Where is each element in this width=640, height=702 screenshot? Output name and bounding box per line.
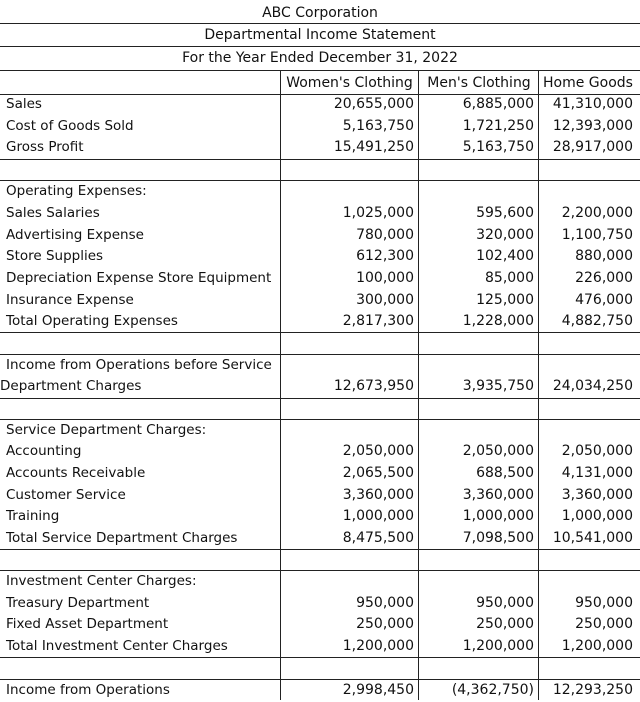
value-womens: 2,050,000 [342,443,414,459]
table-row [0,290,640,312]
row-label: Training [6,508,60,524]
value-home: 880,000 [575,248,633,264]
column-header-home: Home Goods [543,75,633,91]
value-womens: 12,673,950 [333,378,414,394]
column-header-womens: Women's Clothing [286,75,413,91]
service-heading-row [0,420,640,442]
row-label: Depreciation Expense Store Equipment [6,270,272,286]
value-home: 476,000 [575,292,633,308]
value-womens: 1,025,000 [342,205,414,221]
value-mens: 7,098,500 [462,530,534,546]
value-mens: 3,935,750 [462,378,534,394]
value-home: 3,360,000 [561,487,633,503]
total-operating-row [0,311,640,333]
row-label: Cost of Goods Sold [6,118,134,134]
value-womens: 3,360,000 [342,487,414,503]
row-label: Store Supplies [6,248,104,264]
table-row [0,614,640,636]
row-label: Fixed Asset Department [6,616,169,632]
value-womens: 300,000 [356,292,414,308]
rule [0,46,640,47]
table-row [0,441,640,463]
value-home: 2,050,000 [561,443,633,459]
row-label: Total Investment Center Charges [6,638,228,654]
value-home: 2,200,000 [561,205,633,221]
value-womens: 950,000 [356,595,414,611]
company-name: ABC Corporation [262,5,378,21]
value-home: 10,541,000 [552,530,633,546]
value-mens: (4,362,750) [451,682,534,698]
value-womens: 250,000 [356,616,414,632]
table-row [0,203,640,225]
cogs-row [0,116,640,138]
row-label: Sales [6,96,42,112]
rule [0,398,640,399]
gross-profit-row [0,137,640,159]
value-mens: 1,721,250 [462,118,534,134]
value-womens: 20,655,000 [333,96,414,112]
value-home: 4,882,750 [561,313,633,329]
value-womens: 1,200,000 [342,638,414,654]
table-row [0,268,640,290]
table-row [0,506,640,528]
income-from-operations-row [0,680,640,702]
value-home: 1,000,000 [561,508,633,524]
value-home: 28,917,000 [552,139,633,155]
value-mens: 595,600 [476,205,534,221]
value-womens: 2,998,450 [342,682,414,698]
rule [0,23,640,24]
table-row [0,485,640,507]
value-mens: 688,500 [476,465,534,481]
value-womens: 15,491,250 [333,139,414,155]
table-row [0,246,640,268]
table-row [0,225,640,247]
value-mens: 1,200,000 [462,638,534,654]
table-row [0,463,640,485]
value-womens: 8,475,500 [342,530,414,546]
total-service-row [0,528,640,550]
statement-period: For the Year Ended December 31, 2022 [182,50,458,66]
value-womens: 2,065,500 [342,465,414,481]
total-investment-row [0,636,640,658]
value-mens: 3,360,000 [462,487,534,503]
value-home: 41,310,000 [552,96,633,112]
row-label: Advertising Expense [6,227,144,243]
value-mens: 250,000 [476,616,534,632]
value-womens: 612,300 [356,248,414,264]
value-home: 1,200,000 [561,638,633,654]
row-label: Income from Operations before Service [6,357,272,373]
row-label: Treasury Department [6,595,150,611]
investment-heading-row [0,571,640,593]
row-label: Accounting [6,443,82,459]
row-label: Income from Operations [6,682,170,698]
value-home: 250,000 [575,616,633,632]
value-mens: 125,000 [476,292,534,308]
value-mens: 950,000 [476,595,534,611]
row-label: Gross Profit [6,139,84,155]
value-womens: 780,000 [356,227,414,243]
value-home: 12,293,250 [552,682,633,698]
row-label: Insurance Expense [6,292,134,308]
value-womens: 2,817,300 [342,313,414,329]
value-mens: 320,000 [476,227,534,243]
value-home: 1,100,750 [561,227,633,243]
section-heading: Service Department Charges: [6,422,207,438]
value-mens: 1,000,000 [462,508,534,524]
value-mens: 85,000 [485,270,534,286]
value-mens: 2,050,000 [462,443,534,459]
value-home: 24,034,250 [552,378,633,394]
rule [0,70,640,71]
value-mens: 5,163,750 [462,139,534,155]
value-womens: 1,000,000 [342,508,414,524]
row-label: Total Service Department Charges [6,530,238,546]
value-home: 950,000 [575,595,633,611]
operating-heading-row [0,181,640,203]
value-mens: 102,400 [476,248,534,264]
row-label: Customer Service [6,487,126,503]
value-womens: 5,163,750 [342,118,414,134]
income-before-label-row [0,355,640,377]
value-womens: 100,000 [356,270,414,286]
statement-title: Departmental Income Statement [204,27,436,43]
row-label: Sales Salaries [6,205,100,221]
value-home: 226,000 [575,270,633,286]
rule [0,159,640,160]
value-home: 12,393,000 [552,118,633,134]
income-before-row [0,376,640,398]
column-header-mens: Men's Clothing [427,75,531,91]
table-row [0,593,640,615]
section-heading: Operating Expenses: [6,183,147,199]
row-label: Total Operating Expenses [6,313,178,329]
row-label: Department Charges [0,378,142,394]
value-mens: 1,228,000 [462,313,534,329]
section-heading: Investment Center Charges: [6,573,197,589]
row-label: Accounts Receivable [6,465,146,481]
value-home: 4,131,000 [561,465,633,481]
sales-row [0,94,640,116]
value-mens: 6,885,000 [462,96,534,112]
